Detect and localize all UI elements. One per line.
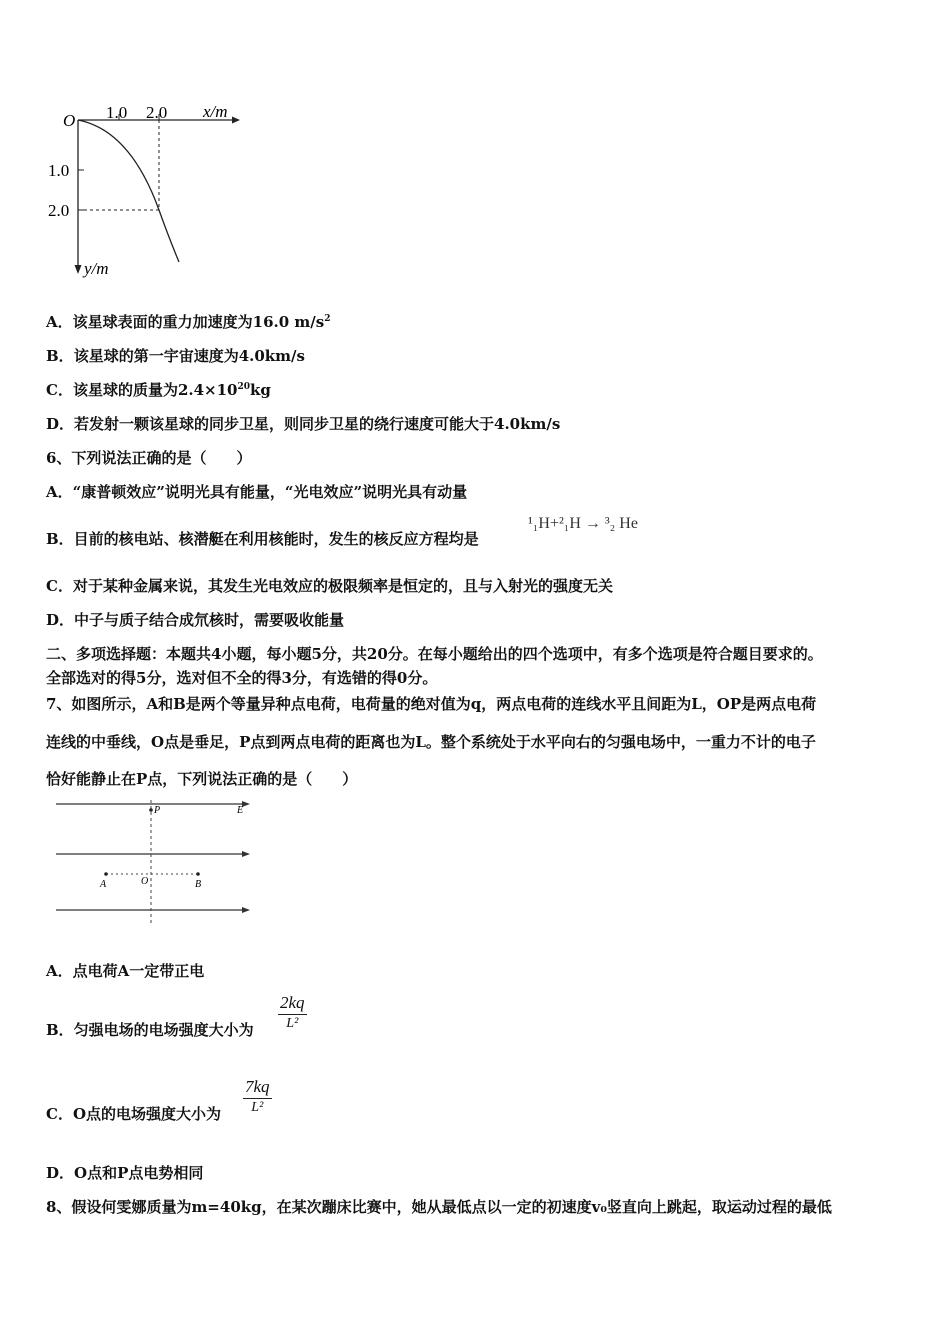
electric-field-figure: [50, 798, 255, 926]
q7-stem-line1: 7、如图所示，A和B是两个等量异种点电荷，电荷量的绝对值为q，两点电荷的连线水平且间距为L，OP是两点电荷: [46, 695, 817, 713]
q6-option-b: B．目前的核电站、核潜艇在利用核能时，发生的核反应方程均是: [46, 530, 479, 548]
charge-b: [196, 872, 200, 876]
section2-line2: 全部选对的得5分，选对但不全的得3分，有选错的得0分。: [46, 669, 438, 687]
y-axis-label: y/m: [84, 259, 109, 278]
q6-option-c: C．对于某种金属来说，其发生光电效应的极限频率是恒定的，且与入射光的强度无关: [46, 577, 613, 595]
charge-a: [104, 872, 108, 876]
x-tick-2: 2.0: [146, 103, 168, 122]
q7-option-c-fraction: 7kq L²: [245, 1077, 270, 1115]
q6-option-a: A．“康普顿效应”说明光具有能量，“光电效应”说明光具有动量: [46, 483, 468, 501]
q7-stem-line2: 连线的中垂线，O点是垂足，P点到两点电荷的距离也为L。整个系统处于水平向右的匀强电场中，一重力不计的电子: [46, 733, 816, 751]
q6-stem: 6、下列说法正确的是（ ）: [46, 449, 252, 467]
q7-option-b-fraction: 2kq L²: [280, 993, 305, 1031]
label-o: O: [141, 876, 149, 887]
q7-option-d: D．O点和P点电势相同: [46, 1164, 204, 1182]
q5-option-d: D．若发射一颗该星球的同步卫星，则同步卫星的绕行速度可能大于4.0km/s: [46, 415, 561, 433]
trajectory-graph: [40, 98, 260, 284]
label-a: A: [100, 879, 107, 890]
q8-stem-line1: 8、假设何雯娜质量为m=40kg，在某次蹦床比赛中，她从最低点以一定的初速度v₀竖直向上跳起，取运动过程的最低: [46, 1198, 832, 1216]
trajectory-curve: [78, 120, 179, 262]
label-p: P: [154, 805, 161, 816]
y-tick-2: 2.0: [48, 201, 70, 220]
label-e: E: [237, 805, 244, 816]
q7-option-b: B．匀强电场的电场强度大小为: [46, 1021, 254, 1039]
section2-line1: 二、多项选择题：本题共4小题，每小题5分，共20分。在每小题给出的四个选项中，有多个选项是符合题目要求的。: [46, 645, 823, 663]
x-tick-1: 1.0: [106, 103, 128, 122]
q7-option-a: A．点电荷A一定带正电: [46, 962, 205, 980]
q6-option-d: D．中子与质子结合成氘核时，需要吸收能量: [46, 611, 345, 629]
q7-stem-line3: 恰好能静止在P点，下列说法正确的是（ ）: [46, 770, 358, 788]
y-axis-arrow: [75, 265, 82, 274]
x-axis-label: x/m: [203, 102, 228, 121]
y-tick-1: 1.0: [48, 161, 70, 180]
nuclear-equation: ¹₁H+²₁H → ³₂ He: [528, 515, 638, 532]
q5-option-b: B．该星球的第一宇宙速度为4.0km/s: [46, 347, 305, 365]
origin-label: O: [63, 111, 76, 130]
q7-option-c: C．O点的电场强度大小为: [46, 1105, 222, 1123]
q5-option-a: A．该星球表面的重力加速度为16.0 $m/s^2$: [46, 313, 331, 331]
q5-option-c: C．该星球的质量为$2.4\times 10^{20}kg$: [46, 381, 271, 399]
label-b: B: [195, 879, 202, 890]
point-p: [149, 808, 153, 812]
x-axis-arrow: [232, 117, 240, 124]
